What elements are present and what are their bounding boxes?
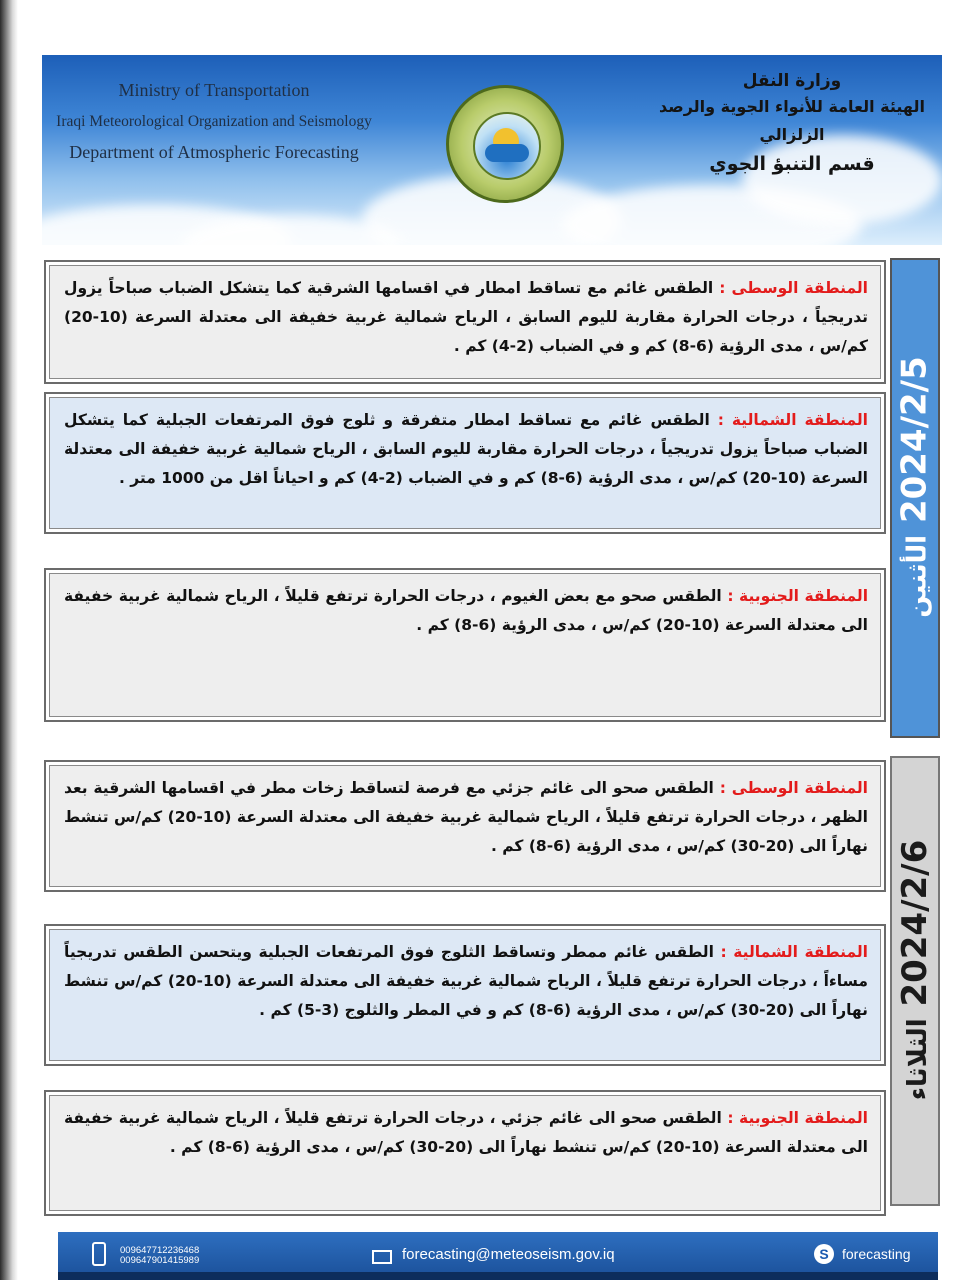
ministry-name-ar: وزارة النقل <box>742 71 842 91</box>
email-link[interactable]: forecasting@meteoseism.gov.iq <box>402 1246 615 1263</box>
phone-numbers <box>120 1246 199 1266</box>
skype-handle[interactable]: forecasting <box>842 1246 911 1262</box>
region-label: المنطقة الوسطى : <box>719 279 868 297</box>
day-1-date-panel <box>890 258 940 738</box>
day-1-name: الأثنين <box>903 534 934 618</box>
forecast-text: الطقس غائم مع تساقط امطار في اقسامها الشرقية كما يتشكل الضباب صباحاً يزول تدريجياً ، درجات الحرارة مقاربة لليوم السابق ، الرياح شمالية غربية خفيفة الى معتدلة السرعة (10-20) كم/س ، مدى الرؤية (6-8) كم و في الضباب (2-4) كم . <box>64 279 868 355</box>
forecast-text: الطقس صحو مع بعض الغيوم ، درجات الحرارة ترتفع قليلاً ، الرياح شمالية غربية خفيفة الى معتدلة السرعة (10-20) كم/س ، مدى الرؤية (6-8) كم . <box>64 587 868 634</box>
phone-number-2: 009647901415989 <box>120 1255 200 1266</box>
organization-name-en: Iraqi Meteorological Organization and Seismology <box>56 113 372 130</box>
day-2-northern-forecast <box>44 924 886 1066</box>
day-2-southern-forecast <box>44 1090 886 1216</box>
region-label: المنطقة الشمالية : <box>717 411 868 429</box>
region-label: المنطقة الجنوبية : <box>727 587 869 605</box>
day-2-central-forecast <box>44 760 886 892</box>
forecast-text: الطقس غائم ممطر وتساقط الثلوج فوق المرتفعات الجبلية ويتحسن الطقس تدريجياً مساءاً ، درجات الحرارة ترتفع قليلاً ، الرياح شمالية غربية خفيفة الى معتدلة السرعة (10-20) كم/س تنشط نهاراً الى (20-30) كم/س ، مدى الرؤية (6-8) كم و في المطر والثلوج (3-5) كم . <box>64 943 868 1019</box>
day-2-name: الثلاثاء <box>903 1018 934 1101</box>
day-1-northern-forecast <box>44 392 886 534</box>
ministry-name-en: Ministry of Transportation <box>118 80 310 100</box>
header-banner <box>42 55 942 245</box>
forecast-text: الطقس صحو الى غائم جزئي مع فرصة لتساقط زخات مطر في اقسامها الشرقية بعد الظهر ، درجات الحرارة ترتفع قليلاً ، الرياح شمالية غربية خفيفة الى معتدلة السرعة (10-20) كم/س تنشط نهاراً الى (20-30) كم/س ، مدى الرؤية (6-8) كم . <box>64 779 868 855</box>
day-2-date-panel <box>890 756 940 1206</box>
region-label: المنطقة الشمالية : <box>720 943 868 961</box>
region-label: المنطقة الوسطى : <box>719 779 868 797</box>
day-1-southern-forecast <box>44 568 886 722</box>
skype-icon: S <box>814 1244 834 1264</box>
organization-name-ar: الهيئة العامة للأنواء الجوية والرصد الزلزالي <box>659 97 925 144</box>
department-name-en: Department of Atmospheric Forecasting <box>69 142 359 162</box>
contact-footer <box>58 1232 938 1280</box>
forecast-text: الطقس غائم مع تساقط امطار متفرقة و ثلوج فوق المرتفعات الجبلية كما يتشكل الضباب صباحاً يزول تدريجياً ، درجات الحرارة مقاربة لليوم السابق ، الرياح شمالية غربية خفيفة الى معتدلة السرعة (10-20) كم/س ، مدى الرؤية (6-8) كم و في الضباب (2-4) كم و احياناً اقل من 1000 متر . <box>64 411 868 487</box>
day-2-date: 2024/2/6 <box>895 839 936 1007</box>
forecast-text: الطقس صحو الى غائم جزئي ، درجات الحرارة ترتفع قليلاً ، الرياح شمالية غربية خفيفة الى معتدلة السرعة (10-20) كم/س تنشط نهاراً الى (20-30) كم/س ، مدى الرؤية (6-8) كم . <box>64 1109 868 1156</box>
day-1-date: 2024/2/5 <box>895 356 936 524</box>
region-label: المنطقة الجنوبية : <box>727 1109 868 1127</box>
day-1-central-forecast <box>44 260 886 384</box>
department-name-ar: قسم التنبؤ الجوي <box>709 153 875 175</box>
phone-number-1: 009647712236468 <box>120 1245 200 1256</box>
header-arabic-text <box>652 69 932 179</box>
phone-icon <box>92 1242 106 1266</box>
mail-icon <box>372 1250 392 1264</box>
page-edge-shadow <box>0 0 18 1280</box>
header-english-text <box>54 75 374 168</box>
organization-logo <box>446 85 564 203</box>
footer-document-strip <box>58 1272 938 1280</box>
